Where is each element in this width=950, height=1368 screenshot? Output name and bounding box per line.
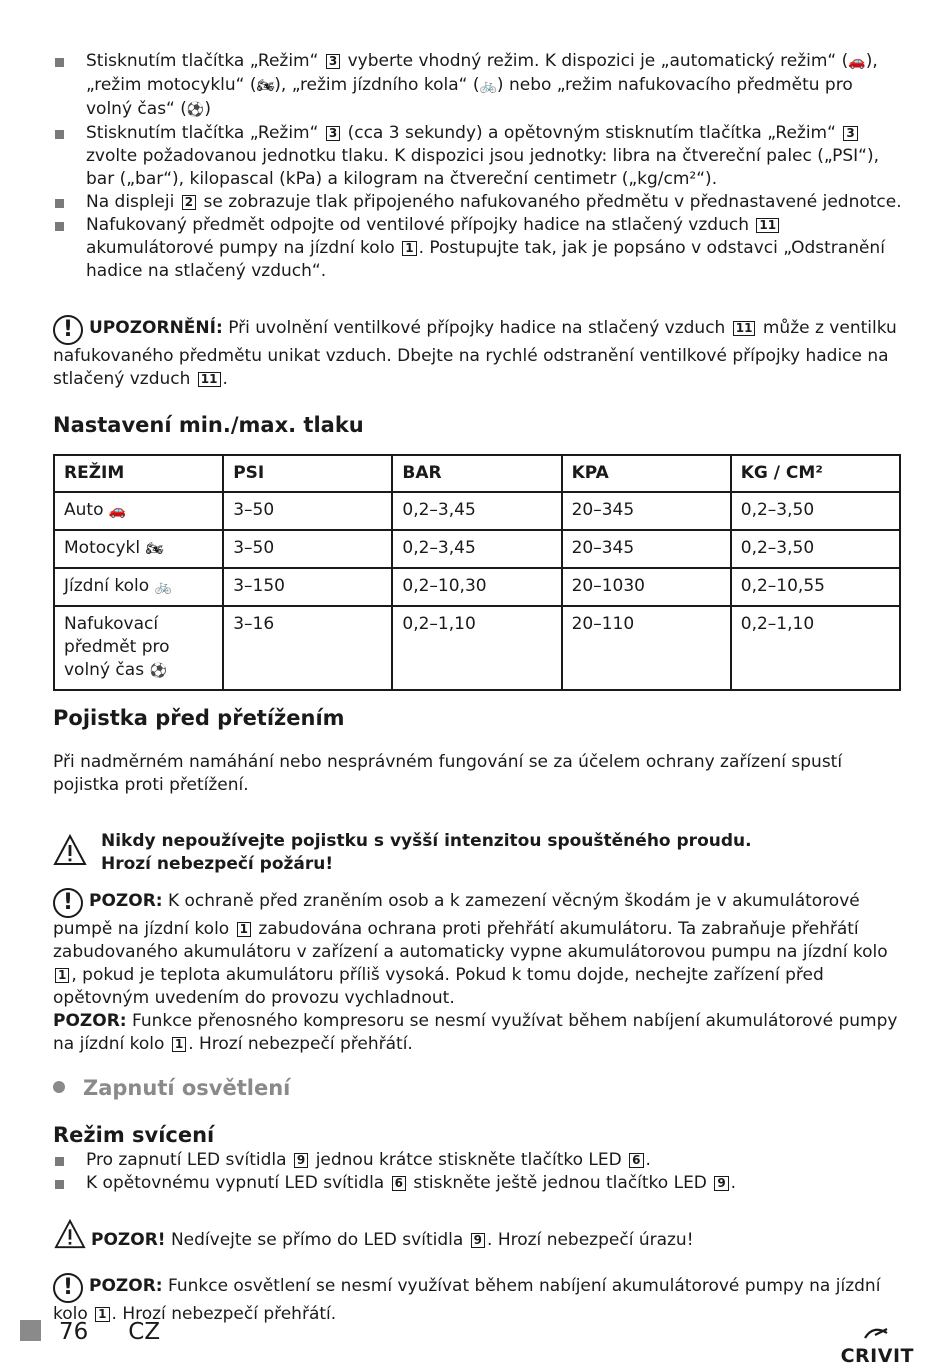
ref-number: 11 (198, 372, 221, 387)
table-row (54, 568, 900, 606)
mode-label: Jízdní kolo (64, 576, 150, 596)
table-cell: 0,2–3,50 (731, 530, 900, 568)
ball-icon: ⚽ (149, 663, 167, 679)
text: zabudována ochrana proti přehřátí akumulátoru. Ta zabraňuje přehřátí zabudovaného akumulátoru v zařízení a automaticky vypne akumulátorovou pumpu na jízdní kolo (53, 919, 888, 962)
notice-paragraph (53, 888, 903, 1010)
text: Nafukovaný předmět odpojte od ventilové přípojky hadice na stlačený vzduch (86, 215, 749, 235)
text: Funkce osvětlení se nesmí využívat během nabíjení akumulátorové pumpy na jízdní kolo (53, 1276, 881, 1324)
language-code: CZ (128, 1319, 161, 1345)
list-item (53, 1172, 903, 1195)
column-header: BAR (392, 455, 561, 492)
text: zvolte požadovanou jednotku tlaku. K dispozici jsou jednotky: libra na čtvereční palec („PSI“), bar („bar“), kilopascal (kPa) a kilogram na čtvereční centimetr („kg/cm²“). (86, 146, 879, 189)
table-cell: 3–50 (223, 530, 392, 568)
text: Při uvolnění ventilkové přípojky hadice na stlačený vzduch (228, 318, 726, 338)
page-number: 76 (59, 1319, 89, 1345)
table-cell: 0,2–10,55 (731, 568, 900, 606)
section-title-text: Zapnutí osvětlení (83, 1076, 291, 1100)
ball-icon: ⚽ (186, 102, 205, 118)
section-heading: Nastavení min./max. tlaku (53, 413, 364, 437)
warning-triangle-icon (53, 834, 87, 873)
text: . (222, 369, 228, 389)
ref-number: 2 (182, 195, 196, 210)
table-cell: 0,2–3,45 (392, 530, 561, 568)
text: Stisknutím tlačítka „Režim“ (86, 123, 319, 143)
fire-warning (53, 830, 903, 876)
page-footer (20, 1318, 160, 1346)
table-row (54, 530, 900, 568)
text: . (730, 1173, 737, 1193)
text: (cca 3 sekundy) a opětovným stisknutím tlačítka „Režim“ (347, 123, 836, 143)
table-cell: 0,2–10,30 (392, 568, 561, 606)
pressure-table (53, 454, 901, 691)
ref-number: 3 (843, 126, 857, 141)
ref-number: 9 (471, 1233, 485, 1248)
table-cell: 20–345 (562, 492, 731, 530)
ref-number: 9 (294, 1153, 308, 1168)
ref-number: 3 (326, 126, 340, 141)
manual-page (53, 50, 903, 1326)
ref-number: 1 (402, 241, 416, 256)
text: Nedívejte se přímo do LED svítidla (170, 1230, 464, 1250)
exclamation-icon: ! (53, 1273, 83, 1303)
table-cell (54, 606, 223, 690)
text: Stisknutím tlačítka „Režim“ (86, 51, 319, 71)
warning-line: Hrozí nebezpečí požáru! (101, 854, 334, 874)
text: stiskněte ještě jednou tlačítko LED (413, 1173, 707, 1193)
text: vyberte vhodný režim. K dispozici je „automatický režim“ ( (347, 51, 849, 71)
table-row (54, 492, 900, 530)
notice-paragraph (53, 315, 903, 391)
text: akumulátorové pumpy na jízdní kolo (86, 238, 395, 258)
notice-label: POZOR: (53, 1011, 127, 1031)
logo-swoosh-icon (857, 1327, 897, 1339)
list-item (53, 122, 903, 191)
notice-label: UPOZORNĚNÍ: (89, 318, 223, 338)
table-cell (54, 530, 223, 568)
table-cell: 0,2–3,50 (731, 492, 900, 530)
column-header: PSI (223, 455, 392, 492)
table-cell: 0,2–1,10 (731, 606, 900, 690)
brand-logo (841, 1322, 914, 1368)
list-item (53, 50, 903, 122)
table-cell: 3–150 (223, 568, 392, 606)
ref-number: 11 (733, 321, 756, 336)
list-item (53, 1149, 903, 1172)
text: . (645, 1150, 651, 1170)
table-cell: 20–1030 (562, 568, 731, 606)
notice-label: POZOR: (89, 1276, 163, 1296)
motorcycle-icon: 🏍 (145, 541, 164, 557)
column-header: REŽIM (54, 455, 223, 492)
mode-label: Motocykl (64, 538, 141, 558)
text: ) (204, 99, 211, 119)
text: se zobrazuje tlak připojeného nafukovaného předmětu v přednastavené jednotce. (203, 192, 902, 212)
table-cell: 0,2–3,45 (392, 492, 561, 530)
ref-number: 6 (392, 1176, 406, 1191)
list-item (53, 191, 903, 214)
section-heading: Režim svícení (53, 1123, 215, 1147)
notice-paragraph (53, 1010, 903, 1056)
fuse-paragraph: Při nadměrném namáhání nebo nesprávném fungování se za účelem ochrany zařízení spustí pojistka proti přetížení. (53, 752, 843, 795)
car-icon: 🚗 (108, 503, 127, 519)
text: K opětovnému vypnutí LED svítidla (86, 1173, 385, 1193)
column-header: KPA (562, 455, 731, 492)
text: . Hrozí nebezpečí přehřátí. (188, 1034, 413, 1054)
logo-text: CRIVIT (840, 1345, 914, 1367)
ref-number: 6 (629, 1153, 643, 1168)
text: jednou krátce stiskněte tlačítko LED (315, 1150, 622, 1170)
notice-label: POZOR: (89, 891, 163, 911)
ref-number: 11 (756, 218, 779, 233)
table-cell: 3–16 (223, 606, 392, 690)
car-icon: 🚗 (848, 54, 866, 70)
ref-number: 3 (326, 54, 340, 69)
bullet-list-light (53, 1149, 903, 1195)
bullet-dot-icon (53, 1081, 65, 1093)
text: , pokud je teplota akumulátoru příliš vysoká. Pokud k tomu dojde, nechejte zařízení před opětovným uvedením do provozu vychladnout. (53, 965, 824, 1008)
footer-square-icon (20, 1320, 41, 1341)
table-row (54, 606, 900, 690)
column-header: KG / CM² (731, 455, 900, 492)
warning-line: Nikdy nepoužívejte pojistku s vyšší intenzitou spouštěného proudu. (101, 831, 752, 851)
ref-number: 9 (714, 1176, 728, 1191)
mode-label: Nafukovací předmět pro volný čas (64, 614, 170, 680)
ref-number: 1 (95, 1307, 109, 1322)
table-cell: 20–345 (562, 530, 731, 568)
text: K ochraně před zraněním osob a k zamezení věcným škodám je v akumulátorové pumpě na jízdní kolo (53, 891, 860, 939)
led-warning (53, 1219, 903, 1256)
ref-number: 1 (172, 1037, 186, 1052)
text: . Hrozí nebezpečí úrazu! (487, 1230, 694, 1250)
mode-label: Auto (64, 500, 104, 520)
table-cell: 3–50 (223, 492, 392, 530)
exclamation-icon: ! (53, 315, 83, 345)
notice-paragraph (53, 1273, 903, 1326)
text: ) nebo „režim nafukovacího předmětu pro volný čas“ ( (86, 75, 853, 119)
text: . Postupujte tak, jak je popsáno v odstavci „Odstranění hadice na stlačený vzduch“. (86, 238, 885, 281)
bullet-list-top (53, 50, 903, 283)
table-cell (54, 568, 223, 606)
notice-label: POZOR! (91, 1230, 166, 1250)
text: Pro zapnutí LED svítidla (86, 1150, 287, 1170)
text: ), „režim jízdního kola“ ( (274, 75, 480, 95)
table-cell: 0,2–1,10 (392, 606, 561, 690)
section-heading: Pojistka před přetížením (53, 706, 345, 730)
table-cell: 20–110 (562, 606, 731, 690)
motorcycle-icon: 🏍 (256, 78, 275, 94)
table-cell (54, 492, 223, 530)
ref-number: 1 (237, 922, 251, 937)
bicycle-icon: 🚲 (154, 579, 172, 595)
text: Na displeji (86, 192, 175, 212)
text: . Hrozí nebezpečí přehřátí. (111, 1304, 337, 1324)
table-header-row (54, 455, 900, 492)
exclamation-icon: ! (53, 888, 83, 918)
bicycle-icon: 🚲 (479, 78, 497, 94)
section-title (53, 1074, 903, 1102)
warning-triangle-icon (53, 1219, 87, 1256)
ref-number: 1 (55, 968, 69, 983)
list-item (53, 214, 903, 283)
text: ), „režim motocyklu“ ( (86, 51, 878, 95)
text: Funkce přenosného kompresoru se nesmí využívat během nabíjení akumulátorové pumpy na jízdní kolo (53, 1011, 898, 1054)
text: může z ventilku nafukovaného předmětu unikat vzduch. Dbejte na rychlé odstranění ventilkové přípojky hadice na stlačený vzduch (53, 318, 897, 389)
